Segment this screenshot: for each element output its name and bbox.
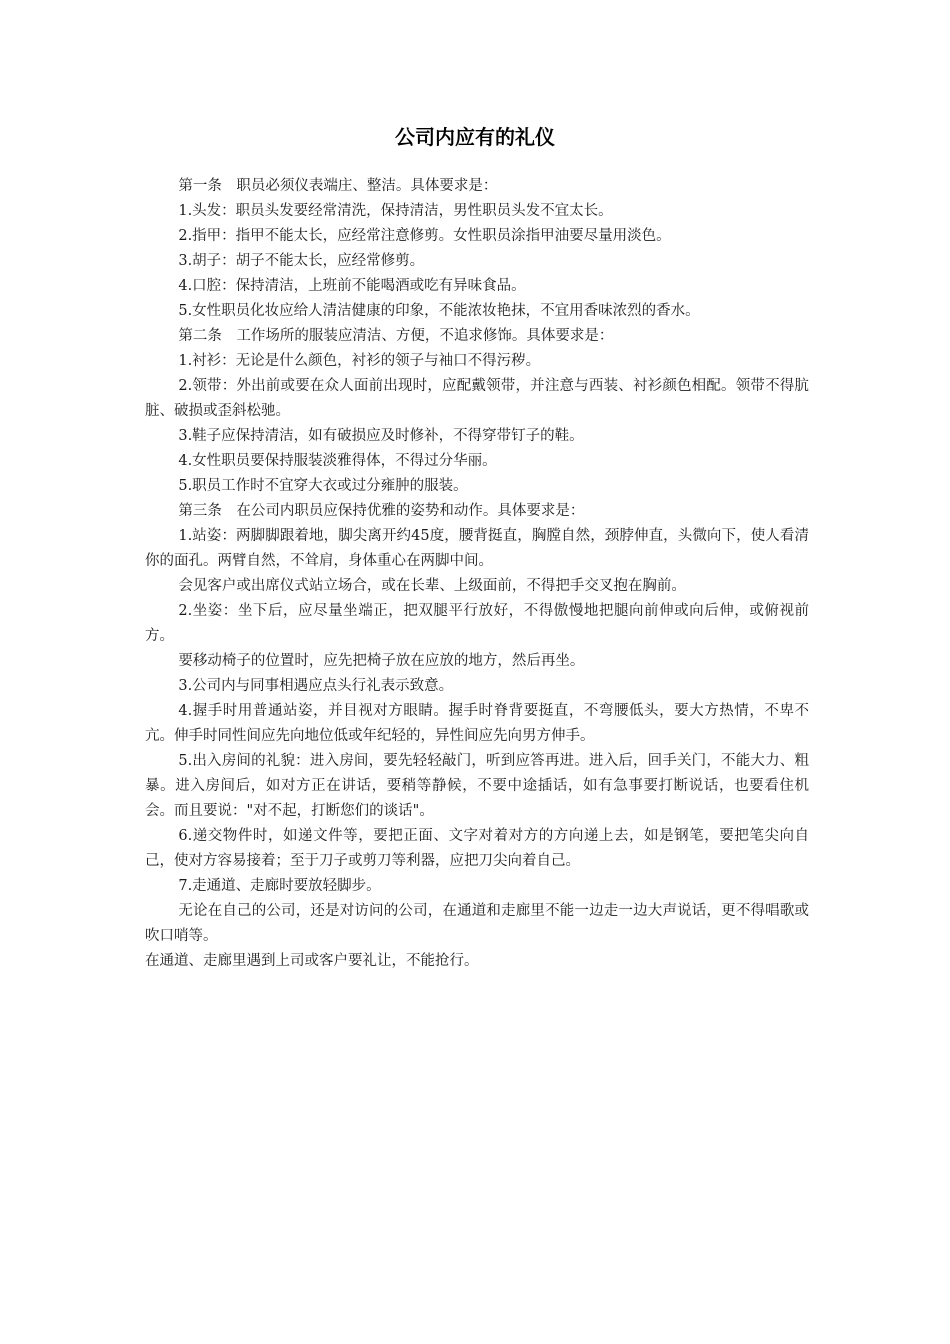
paragraph: 无论在自己的公司，还是对访问的公司，在通道和走廊里不能一边走一边大声说话，更不得唱歌或吹口哨等。 [145,903,809,944]
paragraph: 要移动椅子的位置时，应先把椅子放在应放的地方，然后再坐。 [178,653,585,669]
paragraph: 第一条 职员必须仪表端庄、整洁。具体要求是： [178,178,498,194]
paragraph: 3.公司内与同事相遇应点头行礼表示致意。 [178,678,454,694]
paragraph: 3.胡子：胡子不能太长，应经常修剪。 [178,253,425,269]
document-title: 公司内应有的礼仪 [395,125,555,149]
paragraph: 2.指甲：指甲不能太长，应经常注意修剪。女性职员涂指甲油要尽量用淡色。 [178,228,671,244]
paragraph: 第三条 在公司内职员应保持优雅的姿势和动作。具体要求是： [178,503,585,519]
document-body [145,174,809,974]
paragraph: 会见客户或出席仪式站立场合，或在长辈、上级面前，不得把手交叉抱在胸前。 [178,578,686,594]
paragraph: 5.职员工作时不宜穿大衣或过分雍肿的服装。 [178,478,468,494]
paragraph: 在通道、走廊里遇到上司或客户要礼让，不能抢行。 [145,953,479,969]
paragraph: 2.领带：外出前或要在众人面前出现时，应配戴领带，并注意与西装、衬衫颜色相配。领带不得肮脏、破损或歪斜松驰。 [145,378,809,419]
paragraph: 1.头发：职员头发要经常清洗，保持清洁，男性职员头发不宜太长。 [178,203,613,219]
paragraph: 5.出入房间的礼貌：进入房间，要先轻轻敲门，听到应答再进。进入后，回手关门，不能大力、粗暴。进入房间后，如对方正在讲话，要稍等静候，不要中途插话，如有急事要打断说话，也要看住机会。而且要说："对不起，打断您们的谈话"。 [145,753,809,819]
paragraph: 6.递交物件时，如递文件等，要把正面、文字对着对方的方向递上去，如是钢笔，要把笔尖向自己，使对方容易接着；至于刀子或剪刀等利器，应把刀尖向着自己。 [145,828,809,869]
paragraph: 4.女性职员要保持服装淡雅得体，不得过分华丽。 [178,453,497,469]
paragraph: 5.女性职员化妆应给人清洁健康的印象，不能浓妆艳抹，不宜用香味浓烈的香水。 [178,303,700,319]
paragraph: 7.走通道、走廊时要放轻脚步。 [178,878,381,894]
paragraph: 4.握手时用普通站姿，并目视对方眼睛。握手时脊背要挺直，不弯腰低头，要大方热情，不卑不亢。伸手时同性间应先向地位低或年纪轻的，异性间应先向男方伸手。 [145,703,809,744]
paragraph: 1.衬衫：无论是什么颜色，衬衫的领子与袖口不得污秽。 [178,353,541,369]
paragraph: 第二条 工作场所的服装应清洁、方便，不追求修饰。具体要求是： [178,328,614,344]
paragraph: 4.口腔：保持清洁，上班前不能喝酒或吃有异味食品。 [178,278,526,294]
paragraph: 3.鞋子应保持清洁，如有破损应及时修补，不得穿带钉子的鞋。 [178,428,584,444]
paragraph: 2.坐姿：坐下后，应尽量坐端正，把双腿平行放好，不得傲慢地把腿向前伸或向后伸，或俯视前方。 [145,603,809,644]
paragraph: 1.站姿：两脚脚跟着地，脚尖离开约45度，腰背挺直，胸膛自然，颈脖伸直，头微向下，使人看清你的面孔。两臂自然，不耸肩，身体重心在两脚中间。 [145,528,809,569]
